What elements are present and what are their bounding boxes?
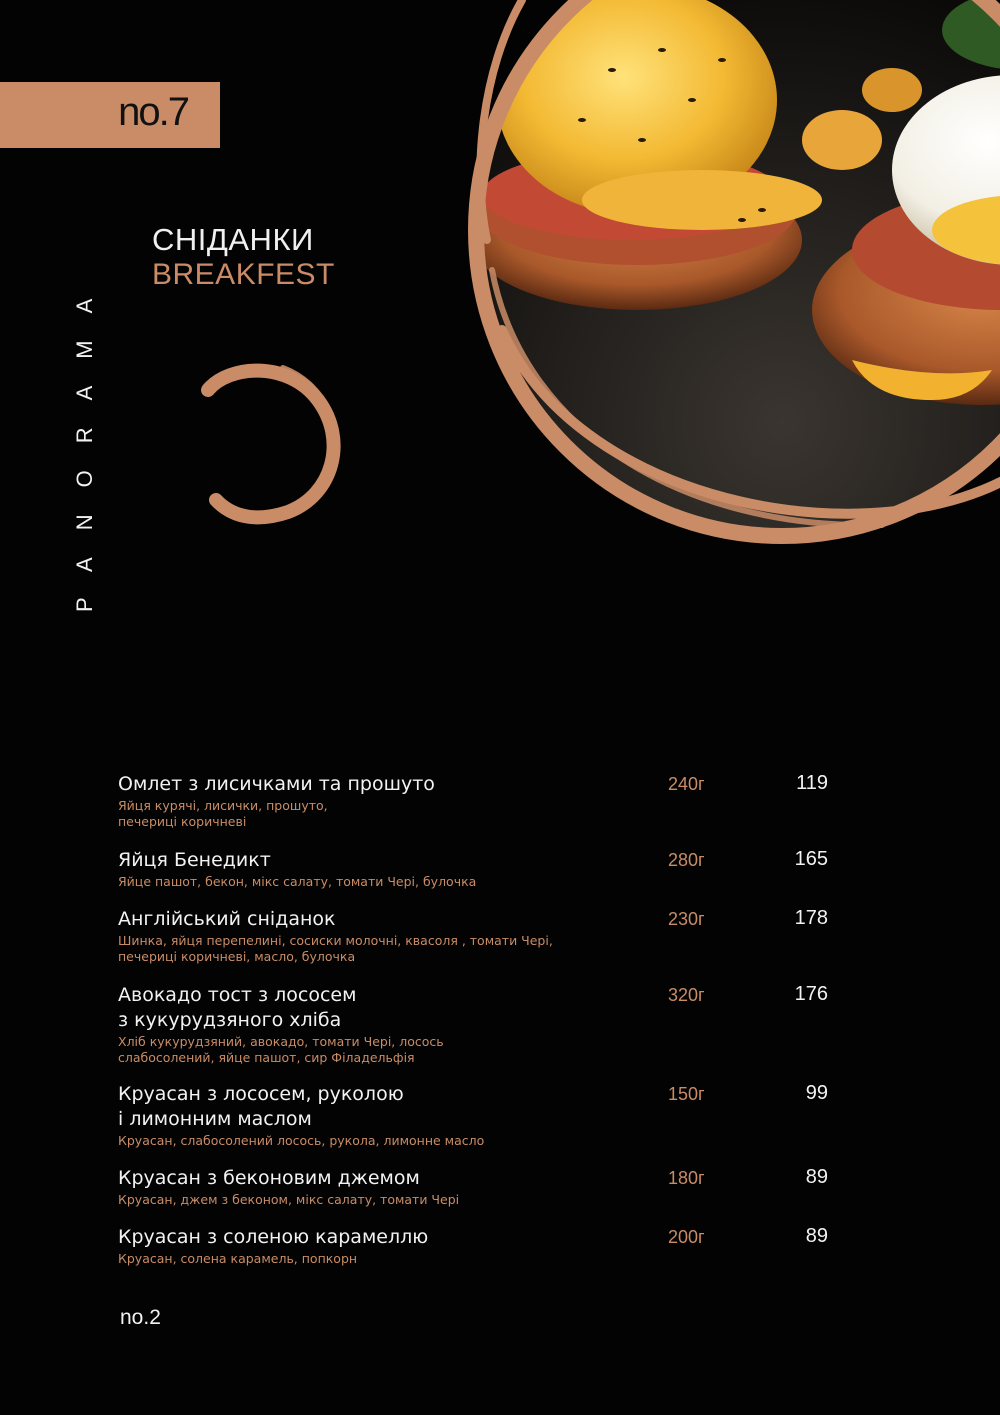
menu-item-name-line: з кукурудзяного хліба	[118, 1009, 342, 1031]
menu-item-name-line: Омлет з лисичками та прошуто	[118, 773, 435, 795]
menu-item	[118, 1166, 918, 1208]
menu-item-price: 89	[805, 1225, 828, 1247]
menu-item	[118, 772, 918, 830]
menu-item-weight: 280г	[668, 850, 705, 870]
menu-item-weight: 230г	[668, 909, 705, 929]
menu-item-description-line: Яйця курячі, лисички, прошуто,	[118, 798, 328, 813]
menu-item-description-line: Круасан, слабосолений лосось, рукола, лимонне масло	[118, 1133, 485, 1148]
menu-item-description	[118, 1133, 588, 1149]
menu-item-name-line: Круасан з соленою карамеллю	[118, 1226, 429, 1248]
menu-item-name	[118, 1225, 638, 1250]
menu-item-description	[118, 1034, 588, 1066]
menu-item-weight: 180г	[668, 1168, 705, 1188]
menu-item-name-line: Авокадо тост з лососем	[118, 984, 357, 1006]
menu-item-description-line: Шинка, яйця перепелині, сосиски молочні, квасоля , томати Чері,	[118, 933, 553, 948]
section-title-en: BREAKFEST	[152, 258, 335, 291]
menu-item	[118, 1082, 918, 1149]
menu-item-description-line: печериці коричневі, масло, булочка	[118, 949, 356, 964]
menu-item-price: 89	[805, 1166, 828, 1188]
menu-item-price: 178	[794, 907, 828, 929]
menu-item-name	[118, 1166, 638, 1191]
menu-item-name-line: Англійський сніданок	[118, 908, 336, 930]
menu-item-name	[118, 983, 638, 1033]
menu-item-description-line: Яйце пашот, бекон, мікс салату, томати Чері, булочка	[118, 874, 477, 889]
menu-item-description	[118, 874, 588, 890]
footer-page-label: no.2	[120, 1306, 161, 1329]
menu-item-description-line: Круасан, джем з беконом, мікс салату, томати Чері	[118, 1192, 460, 1207]
menu-item-price: 165	[794, 848, 828, 870]
menu-item-weight: 240г	[668, 774, 705, 794]
menu-item-name	[118, 772, 638, 797]
menu-item-description	[118, 1192, 588, 1208]
menu-item	[118, 983, 918, 1066]
section-title-ua: СНІДАНКИ	[152, 222, 314, 257]
menu-item-name-line: Яйця Бенедикт	[118, 849, 271, 871]
menu-item-name-line: Круасан з беконовим джемом	[118, 1167, 420, 1189]
brand-name: PANORAMA	[72, 271, 97, 612]
menu-item-price: 119	[796, 772, 828, 794]
menu-item-description	[118, 933, 588, 965]
menu-item-description-line: Хліб кукурудзяний, авокадо, томати Чері, лосось	[118, 1034, 444, 1049]
menu-item-weight: 150г	[668, 1084, 705, 1104]
badge-label: no.7	[118, 90, 188, 134]
menu-item-description-line: Круасан, солена карамель, попкорн	[118, 1251, 358, 1266]
menu-item-price: 99	[805, 1082, 828, 1104]
menu-item-name	[118, 1082, 638, 1132]
menu-item-name-line: і лимонним маслом	[118, 1108, 312, 1130]
menu-item-description	[118, 1251, 588, 1267]
menu-item-description-line: слабосолений, яйце пашот, сир Філадельфія	[118, 1050, 415, 1065]
menu-item-price: 176	[794, 983, 828, 1005]
menu-item-name-line: Круасан з лососем, руколою	[118, 1083, 404, 1105]
menu-item-description-line: печериці коричневі	[118, 814, 247, 829]
menu-item	[118, 1225, 918, 1267]
menu-item-name	[118, 848, 638, 873]
menu-item-weight: 320г	[668, 985, 705, 1005]
menu-item-description	[118, 798, 588, 830]
menu-item	[118, 907, 918, 965]
menu-item-name	[118, 907, 638, 932]
menu-item-weight: 200г	[668, 1227, 705, 1247]
menu-item	[118, 848, 918, 890]
